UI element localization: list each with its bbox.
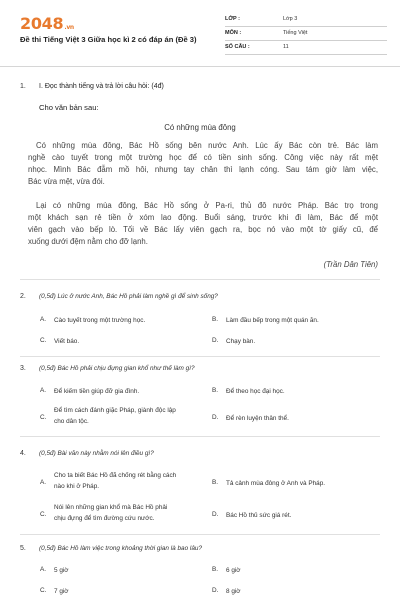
option-text: Cho ta biết Bác Hồ đã chống rét bằng cách [54, 472, 177, 479]
option-text: Để kiếm tiền giúp đỡ gia đình. [54, 388, 140, 395]
meta-label: LỚP : [225, 16, 240, 22]
passage-line: nghề cào tuyết trong một trường học để có tiền sinh sống. Công việc này rất mệt [28, 153, 378, 162]
option-text: Làm đầu bếp trong một quán ăn. [226, 317, 319, 324]
option-text: 6 giờ [226, 567, 241, 574]
option-letter: D. [212, 414, 219, 421]
option-text: Để rèn luyện thân thể. [226, 415, 289, 422]
option-letter: B. [212, 479, 219, 486]
option-letter: A. [40, 387, 47, 394]
passage-paragraph-1 [28, 140, 378, 188]
option-letter: C. [40, 587, 47, 594]
logo-main: 2048 [20, 14, 64, 33]
option-text: chịu đựng để tìm đường cứu nước. [54, 515, 155, 522]
option-text: Viết báo. [54, 338, 80, 345]
passage-line: một khách sạn rẻ tiền ở xóm lao động. Buổi sáng, trước khi đi làm, Bác để một [28, 213, 378, 222]
passage-title: Có những mùa đông [164, 123, 236, 132]
option-text: Để theo học đại học. [226, 388, 285, 395]
meta-label: SỐ CÂU : [225, 44, 250, 50]
passage-line: Có những mùa đông, Bác Hồ sống bên nước Anh. Lúc ấy Bác còn trẻ. Bác làm [36, 141, 378, 150]
meta-value: Lớp 3 [283, 16, 298, 22]
page-header [0, 0, 400, 66]
option-letter: D. [212, 511, 219, 518]
option-text: cho dân tộc. [54, 418, 89, 425]
option-text: 8 giờ [226, 588, 241, 595]
meta-row-class [225, 13, 387, 27]
option-text: 7 giờ [54, 588, 69, 595]
question-number: 5. [20, 545, 26, 552]
logo-domain: .vn [64, 24, 74, 31]
option-text: Cào tuyết trong một trường học. [54, 317, 146, 324]
option-text: Tả cảnh mùa đông ở Anh và Pháp. [226, 480, 326, 487]
question-divider [20, 436, 380, 437]
option-letter: C. [40, 337, 47, 344]
question-divider [20, 534, 380, 535]
option-letter: B. [212, 566, 219, 573]
option-letter: D. [212, 337, 219, 344]
option-text: Nói lên những gian khổ mà Bác Hồ phải [54, 504, 168, 511]
option-letter: A. [40, 479, 47, 486]
question-text: (0,5đ) Lúc ở nước Anh, Bác Hồ phải làm nghề gì để sinh sống? [39, 293, 218, 300]
passage-line: viên gạch vào bếp lò. Tối về Bác lấy viên gạch ra, bọc nó vào một tờ giấy cũ, để [28, 225, 378, 234]
question-divider [20, 279, 380, 280]
option-letter: B. [212, 316, 219, 323]
meta-value: Tiếng Việt [283, 30, 308, 36]
question-number: 1. [20, 83, 26, 90]
question-text: (0,5đ) Bác Hồ làm việc trong khoảng thời gian là bao lâu? [39, 545, 203, 552]
meta-row-subject [225, 27, 387, 41]
passage-line: xuống dưới đệm nằm cho đỡ lạnh. [28, 237, 148, 246]
meta-value: 11 [283, 44, 289, 50]
question-number: 2. [20, 293, 26, 300]
question-text: I. Đọc thành tiếng và trả lời câu hỏi: (4đ) [39, 83, 164, 90]
site-logo[interactable] [20, 14, 74, 33]
option-text: 5 giờ [54, 567, 69, 574]
option-text: Bác Hồ thủ sức giá rét. [226, 512, 292, 519]
document-title: Đề thi Tiếng Việt 3 Giữa học kì 2 có đáp án (Đề 3) [20, 35, 197, 44]
question-text: (0,5đ) Bài văn này nhằm nói lên điều gì? [39, 450, 154, 457]
passage-line: Bác vừa mệt, vừa đói. [28, 177, 105, 186]
passage-author: (Trần Dân Tiên) [323, 260, 378, 269]
option-letter: C. [40, 511, 47, 518]
meta-row-question-count [225, 41, 387, 55]
option-letter: A. [40, 316, 47, 323]
option-letter: A. [40, 566, 47, 573]
passage-line: Lại có những mùa đông, Bác Hồ sống ở Pa-ri, thủ đô nước Pháp. Bác trọ trong [36, 201, 378, 210]
passage-intro: Cho văn bản sau: [39, 103, 99, 112]
passage-paragraph-2 [28, 200, 378, 248]
question-text: (0,5đ) Bác Hồ phải chịu đựng gian khổ như thế làm gì? [39, 365, 195, 372]
question-number: 3. [20, 365, 26, 372]
exam-meta-table [225, 13, 387, 55]
passage-line: nhọc. Mình Bác đẫm mồ hôi, nhưng tay chân thì lạnh cóng. Sau tám giờ làm việc, [28, 165, 378, 174]
option-letter: B. [212, 387, 219, 394]
option-text: Chạy bàn. [226, 338, 256, 345]
meta-label: MÔN : [225, 30, 242, 36]
option-text: Để tìm cách đánh giặc Pháp, giành độc lập [54, 407, 176, 414]
option-letter: D. [212, 587, 219, 594]
question-number: 4. [20, 450, 26, 457]
option-text: nào khi ở Pháp. [54, 483, 100, 490]
option-letter: C. [40, 414, 47, 421]
question-divider [20, 356, 380, 357]
exam-content [0, 67, 400, 600]
